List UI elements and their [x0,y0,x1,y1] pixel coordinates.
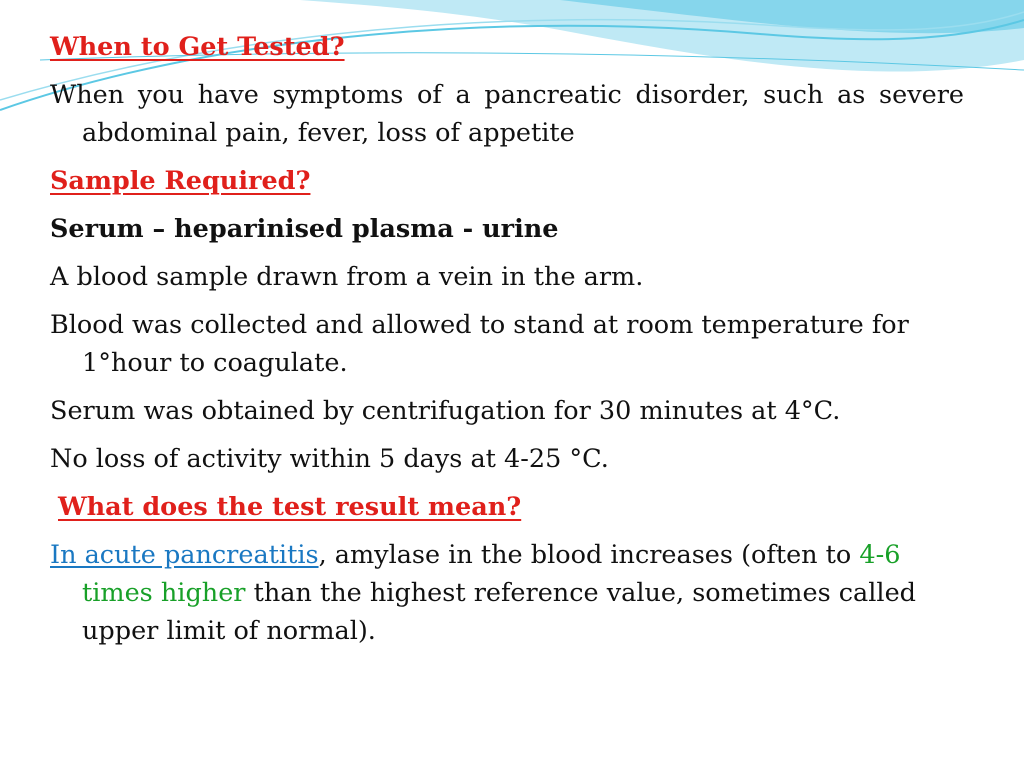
sample-required-heading: Sample Required? [50,166,311,196]
sample-line-stability: No loss of activity within 5 days at 4-25 °C. [50,444,609,474]
result-text-b: than the highest reference value, sometimes called upper limit of normal). [82,578,916,646]
when-to-get-tested-heading: When to Get Tested? [50,32,345,62]
result-meaning-heading: What does the test result mean? [58,492,522,522]
meaning-heading-para [50,488,964,526]
slide-content [50,28,964,660]
times-higher-highlight: 4-6 times higher [82,540,901,608]
result-meaning-text [50,536,964,650]
sample-line-blood-draw: A blood sample drawn from a vein in the arm. [50,262,644,292]
result-text-a: , amylase in the blood increases (often to [318,540,860,570]
sample-heading-para [50,162,964,200]
when-description: When you have symptoms of a pancreatic disorder, such as severe abdominal pain, fever, loss of appetite [50,80,964,148]
sample-line-coagulate: Blood was collected and allowed to stand at room temperature for 1°hour to coagulate. [50,310,909,378]
when-heading-para [50,28,964,66]
sample-types: Serum – heparinised plasma - urine [50,214,559,244]
acute-pancreatitis-link[interactable]: In acute pancreatitis [50,540,319,570]
sample-line-centrifugation: Serum was obtained by centrifugation for 30 minutes at 4°C. [50,396,841,426]
